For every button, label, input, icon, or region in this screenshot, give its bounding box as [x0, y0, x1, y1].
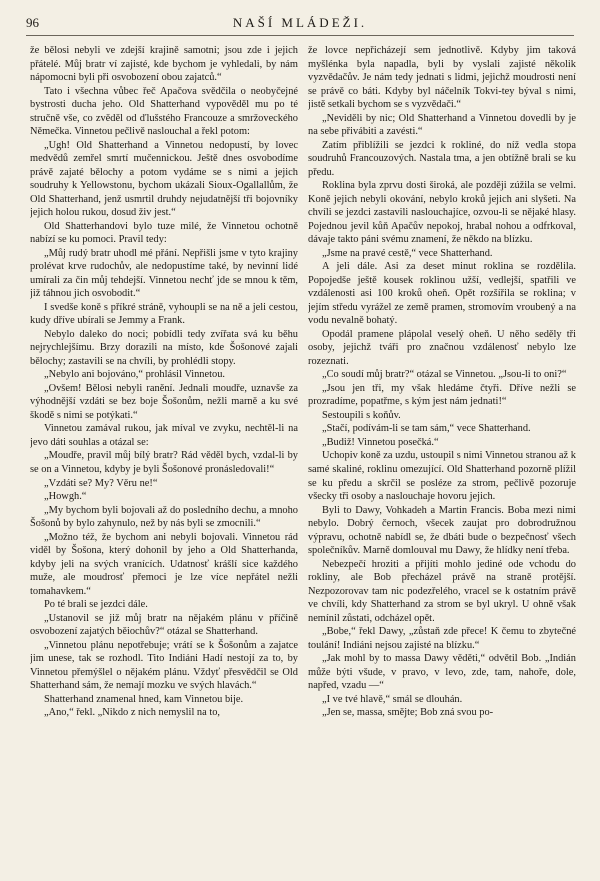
paragraph: že bělosi nebyli ve zdejší krajině samotni; jsou zde i jejich přátelé. Můj bratr ví zajisté, kde bychom je vyhledali, by nám nápomocni byli při osvobození obou zajatců.“: [30, 45, 298, 84]
paragraph: „Moudře, pravil můj bílý bratr? Rád věděl bych, vzdal-li by se on a Vinnetou, kdyby je byli Šošonové pronásledovali!“: [30, 450, 298, 475]
left-text-column: [30, 44, 298, 872]
paragraph: „Budiž! Vinnetou posečká.“: [322, 436, 439, 448]
paragraph: „Ano,“ řekl. „Nikdo z nich nemyslil na to,: [44, 707, 221, 719]
paragraph: Tato i všechna vůbec řeč Apačova svědčila o neobyčejné bystrosti ducha jeho. Old Shatterhand vypověděl mu po té stručně vše, co zvěděl od ďlušstého Francouze a smržoveckého Němečka. Vinnetou pečlivě naslouchal a řekl potom:: [30, 85, 298, 138]
paragraph: „Jak mohl by to massa Dawy věděti,“ odvětil Bob. „Indián může býti všude, v pravo, v levo, zde, tam, nahoře, dole, napřed, vzadu —“: [308, 653, 576, 692]
paragraph: „Ovšem! Bělosi nebyli ranění. Jednali moudře, uznavše za výhodnější vzdáti se bez boje Šošonům, nežli marně a ku své škodě s nimi se potýkati.“: [30, 382, 298, 421]
paragraph: Byli to Dawy, Vohkadeh a Martin Francis. Boba mezi nimi nebylo. Dobrý černoch, všecek zaujat pro dobrodružnou výpravu, ochotně nabídl se, že dbáti bude o bezpečnosť všech společníkův. Marně domlouval mu Dawy, že hlídky není třeba.: [308, 504, 576, 557]
paragraph: Nebylo daleko do noci; pobídli tedy zvířata svá ku běhu nejrychlejšímu. Brzy dorazili na místo, kde Šošonové zajali bělochy; zastavili se na chvíli, by prohlédli stopy.: [30, 328, 298, 367]
paragraph: Uchopiv koně za uzdu, ustoupil s nimi Vinnetou stranou až k samé skaliné, roklinu omezující. Old Shatterhand pozorně plížil se ku předu a skrčil se posléze za strom, pečlivě pozoruje všecky tři osoby a naslouchaje hovoru jejich.: [308, 450, 576, 503]
paragraph: „Vzdáti se? My? Věru ne!“: [44, 477, 158, 489]
paragraph: „Nebylo ani bojováno,“ prohlásil Vinnetou.: [44, 369, 225, 381]
paragraph: Vinnetou zamával rukou, jak míval ve zvyku, nechtěl-li na jevo dáti souhlas a otázal se:: [30, 423, 298, 448]
paragraph: Shatterhand znamenal hned, kam Vinnetou bije.: [44, 693, 244, 705]
paragraph: „Neviděli by nic; Old Shatterhand a Vinnetou dovedli by je na sebe přivábiti a zavésti.“: [308, 112, 576, 138]
paragraph: A jeli dále. Asi za deset minut roklina se rozdělila. Popojedše ještě kousek roklinou užší, vedlejší, spatřili ve vzdálenosti asi 100 kroků oheň. Opět rozšířila se roklina; v jejím středu vyrážel ze země pramen, stromovím vroubený a na vodu nevalně bohatý.: [308, 261, 576, 327]
paragraph: že lovce nepřicházejí sem jednotlivě. Kdyby jim taková myšlénka byla napadla, byli by vyslali zajisté několik vyzvědačův. Je nám tedy jednati s lidmi, jejichž moudrosti není se právě co báti. Kdyby byl náčelník Tokvi-tey býval s nimi, jistě setkali bychom se s vyzvědači.“: [308, 45, 576, 111]
paragraph: „Howgh.“: [44, 491, 87, 503]
paragraph: „My bychom byli bojovali až do posledního dechu, a mnoho Šošonů by bylo zahynulo, než by nás byli se zmocnili.“: [30, 504, 298, 530]
paragraph: „Jsme na pravé cestě,“ vece Shatterhand.: [322, 247, 493, 259]
paragraph: Po té brali se jezdci dále.: [44, 599, 148, 611]
paragraph: „Jsou jen tři, my však hledáme čtyři. Dříve nežli se prozradíme, popatřme, s kým jest nám jednati!“: [308, 382, 576, 408]
paragraph: Roklina byla zprvu dosti široká, ale později zúžila se velmi. Koně jejich nebyli okování, nebylo kroků jejich ani slyšeti. Na chvíli se jezdci zastavili naslouchajíce, ozvou-li se nějaké hlasy. Pojednou jevil kůň Apačův nepokoj, hrabal nohou a odfrkoval, dávaje takto páni svému znamení, že někdo na blízku.: [308, 180, 576, 246]
paragraph: Old Shatterhandovi bylo tuze milé, že Vinnetou ochotně nabízí se ku pomoci. Pravil tedy:: [30, 220, 298, 246]
paragraph: Opodál pramene plápolal veselý oheň. U něho seděly tři osoby, jejichž tváři pro značnou vzdálenosť nebylo lze rozeznati.: [308, 328, 576, 367]
paragraph: „Možno též, že bychom ani nebyli bojovali. Vinnetou rád viděl by Šošona, který dohonil by jeho a Old Shatterhanda, kdyby jeli na svých vranících. Udatnosť krášlí sice každého muže, ale moudrosť přemoci je lze více nepřátel nežli tomahavkem.“: [30, 531, 298, 597]
paragraph: Nebezpečí hroziti a přijíti mohlo jediné ode vchodu do rokliny, ale Bob přecházel právě na straně protější. Nezpozorovav tam nic podezřelého, vracel se k ostatním právě ve chvíli, kdy Shatterhand za strom se byl ukryl. U ohně však nemínil zůstati, odcházel opět.: [308, 558, 576, 624]
running-title: NAŠÍ MLÁDEŽI.: [232, 15, 368, 30]
paragraph: Sestoupili s koňův.: [322, 409, 401, 421]
paragraph: „Můj rudý bratr uhodl mé přání. Nepřišli jsme v tyto krajiny prolévat krve rudochův, ale nedopustíme také, by nevinní lidé umírali za čin můj tehdejší. Vinnetou nechť jde se mnou k těm, již táhnou jich osvobodit.“: [30, 247, 298, 300]
paragraph: „Stačí, podívám-li se tam sám,“ vece Shatterhand.: [322, 423, 531, 435]
page-header: [26, 13, 574, 36]
right-text-column: [308, 44, 576, 872]
paragraph: „Co soudí můj bratr?“ otázal se Vinnetou. „Jsou-li to oni?“: [322, 369, 567, 381]
paragraph: Zatím přiblížili se jezdci k rokliné, do níž vedla stopa soudruhů Francouzových. Nastala tma, a jen obtížně brali se ku předu.: [308, 139, 576, 178]
paragraph: „Ustanovil se již můj bratr na nějakém plánu v příčině osvobození zajatých běiochův?“ otázal se Shatterhand.: [30, 612, 298, 638]
paragraph: „Jen se, massa, smějte; Bob zná svou po-: [322, 707, 494, 719]
paragraph: „Vinnetou plánu nepotřebuje; vrátí se k Šošonům a zajatce jim unese, tak se rozhodl. Tito Indiáni Hadí nestojí za to, by Vinnetou přemýšlel o nějakém plánu. Vždyť přesvědčil se Old Shatterhand sám, že nemají mozku ve svých hlavách.“: [30, 639, 298, 692]
paragraph: I svedše koně s příkré stráně, vyhoupli se na ně a jeli cestou, kudy dříve ubírali se Jemmy a Frank.: [30, 301, 298, 327]
paragraph: „Bobe,“ řekl Dawy, „zůstaň zde přece! K čemu to zbytečné toulání! Indiáni nejsou zajisté na blízku.“: [308, 626, 576, 651]
page-number: 96: [26, 15, 39, 30]
paragraph: „I ve tvé hlavě,“ smál se dlouhán.: [322, 693, 463, 705]
paragraph: „Ugh! Old Shatterhand a Vinnetou nedopustí, by lovec medvědů zemřel smrtí mučennickou. Ještě dnes osvobodíme právě zajaté bělochy a potom vydáme se s nimi a jejich soudruhy k Yellowstonu, bychom ukázali Sioux-Ogallallům, že Old Shatterhand, jenž usmrtil druhdy nejudatnější tři bojovníky jejich holou rukou, dosud živ jest.“: [30, 139, 298, 219]
